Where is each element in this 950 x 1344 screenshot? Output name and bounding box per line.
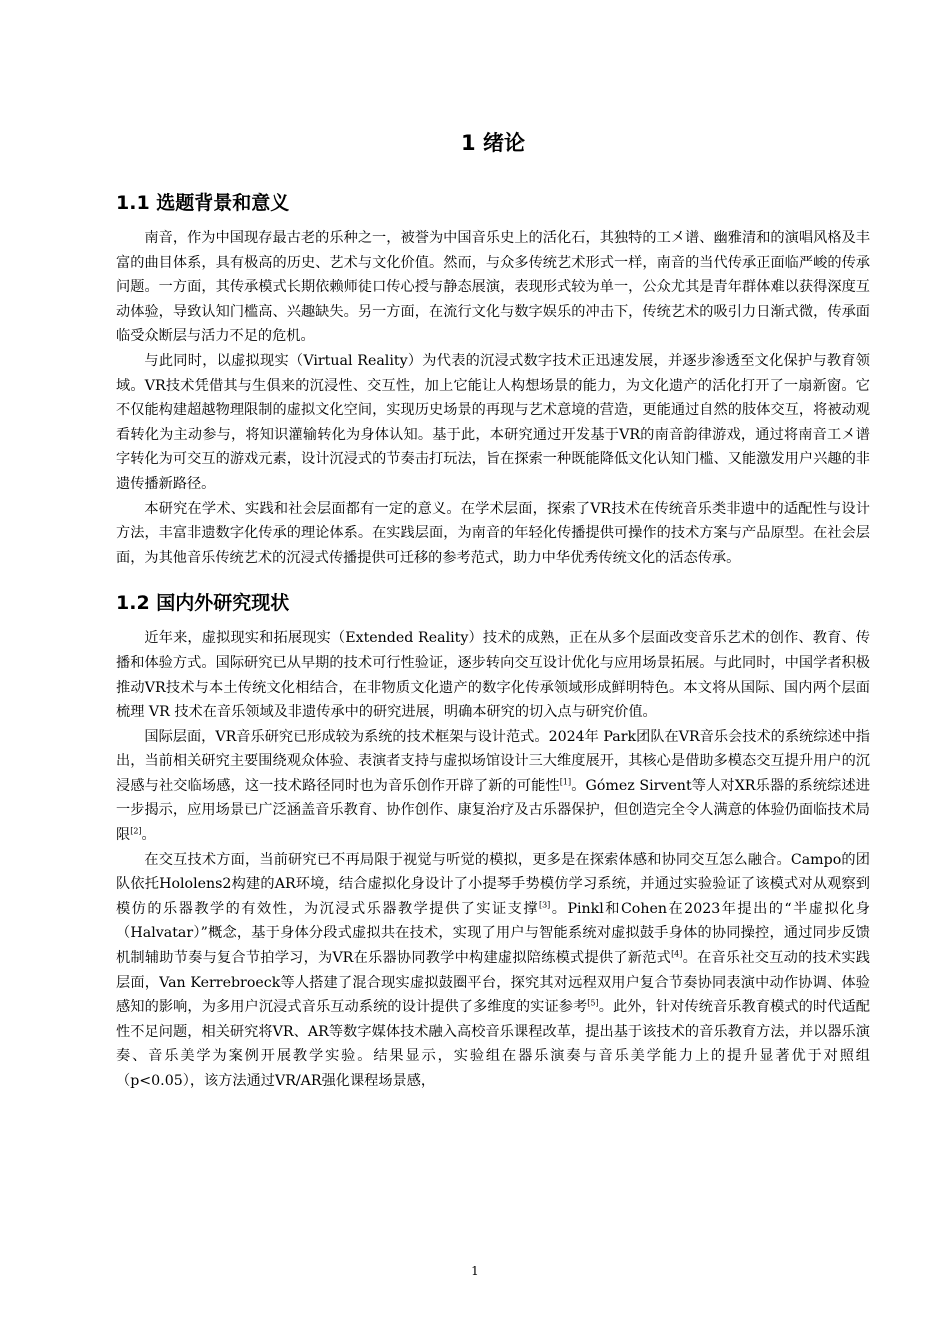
section-heading: 1.2 国内外研究现状 <box>116 592 290 615</box>
paragraph: 国际层面，VR音乐研究已形成较为系统的技术框架与设计范式。2024年 Park团队在VR音乐会技术的系统综述中指出，当前相关研究主要围绕观众体验、表演者支持与虚拟场馆设计三大维度展开，其核心是借助多模态交互提升用户的沉浸感与社交临场感，这一技术路径同时也为音乐创作开辟了新的可能性[1]。Gómez Sirvent等人对XR乐器的系统综述进一步揭示，应用场景已广泛涵盖音乐教育、协作创作、康复治疗及古乐器保护，但创造完全令人满意的体验仍面临技术局限[2]。 <box>116 728 870 844</box>
paragraph: 与此同时，以虚拟现实（Virtual Reality）为代表的沉浸式数字技术正迅速发展，并逐步渗透至文化保护与教育领域。VR技术凭借其与生俱来的沉浸性、交互性，加上它能让人构想场景的能力，为文化遗产的活化打开了一扇新窗。它不仅能构建超越物理限制的虚拟文化空间，实现历史场景的再现与艺术意境的营造，更能通过自然的肢体交互，将被动观看转化为主动参与，将知识灌输转化为身体认知。基于此，本研究通过开发基于VR的南音韵律游戏，通过将南音工㐅谱字转化为可交互的游戏元素，设计沉浸式的节奏击打玩法，旨在探索一种既能降低文化认知门槛、又能激发用户兴趣的非遗传播新路径。 <box>116 352 870 492</box>
citation-marker: [2] <box>130 826 142 836</box>
page-content <box>116 126 870 1094</box>
citation-marker: [3] <box>538 900 551 910</box>
paragraph: 南音，作为中国现存最古老的乐种之一，被誉为中国音乐史上的活化石，其独特的工㐅谱、幽雅清和的演唱风格及丰富的曲目体系，具有极高的历史、艺术与文化价值。然而，与众多传统艺术形式一样，南音的当代传承正面临严峻的传承问题。一方面，其传承模式长期依赖师徒口传心授与静态展演，表现形式较为单一，公众尤其是青年群体难以获得深度互动体验，导致认知门槛高、兴趣缺失。另一方面，在流行文化与数字娱乐的冲击下，传统艺术的吸引力日渐式微，传承面临受众断层与活力不足的危机。 <box>116 230 870 345</box>
citation-marker: [5] <box>587 998 599 1008</box>
paragraph: 本研究在学术、实践和社会层面都有一定的意义。在学术层面，探索了VR技术在传统音乐类非遗中的适配性与设计方法，丰富非遗数字化传承的理论体系。在实践层面，为南音的年轻化传播提供可操作的技术方案与产品原型。在社会层面，为其他音乐传统艺术的沉浸式传播提供可迁移的参考范式，助力中华优秀传统文化的活态传承。 <box>116 500 870 566</box>
paragraph: 近年来，虚拟现实和拓展现实（Extended Reality）技术的成熟，正在从多个层面改变音乐艺术的创作、教育、传播和体验方式。国际研究已从早期的技术可行性验证，逐步转向交互设计优化与应用场景拓展。与此同时，中国学者积极推动VR技术与本土传统文化相结合，在非物质文化遗产的数字化传承领域形成鲜明特色。本文将从国际、国内两个层面梳理 VR 技术在音乐领域及非遗传承中的研究进展，明确本研究的切入点与研究价值。 <box>116 630 870 721</box>
citation-marker: [4] <box>671 949 683 959</box>
paragraph: 在交互技术方面，当前研究已不再局限于视觉与听觉的模拟，更多是在探索体感和协同交互怎么融合。Campo的团队依托Hololens2构建的AR环境，结合虚拟化身设计了小提琴手势模仿学习系统，并通过实验验证了该模式对从观察到模仿的乐器教学的有效性，为沉浸式乐器教学提供了实证支撑[3]。Pinkl和Cohen在2023年提出的“半虚拟化身（Halvatar）”概念，基于身体分段式虚拟共在技术，实现了用户与智能系统对虚拟鼓手身体的协同操控，通过同步反馈机制辅助节奏与复合节拍学习，为VR在乐器协同教学中构建虚拟陪练模式提供了新范式[4]。在音乐社交互动的技术实践层面，Van Kerrebroeck等人搭建了混合现实虚拟鼓圈平台，探究其对远程双用户复合节奏协同表演中动作协调、体验感知的影响，为多用户沉浸式音乐互动系统的设计提供了多维度的实证参考[5]。此外，针对传统音乐教育模式的时代适配性不足问题，相关研究将VR、AR等数字媒体技术融入高校音乐课程改革，提出基于该技术的音乐教育方法，并以器乐演奏、音乐美学为案例开展教学实验。结果显示，实验组在器乐演奏与音乐美学能力上的提升显著优于对照组（p<0.05），该方法通过VR/AR强化课程场景感， <box>116 851 870 1089</box>
section-heading: 1.1 选题背景和意义 <box>116 192 290 214</box>
section-1-2 <box>116 586 870 1093</box>
section-1-1 <box>116 186 870 570</box>
page-number: 1 <box>471 1264 479 1278</box>
chapter-title: 1 绪论 <box>461 131 525 155</box>
citation-marker: [1] <box>559 777 572 787</box>
